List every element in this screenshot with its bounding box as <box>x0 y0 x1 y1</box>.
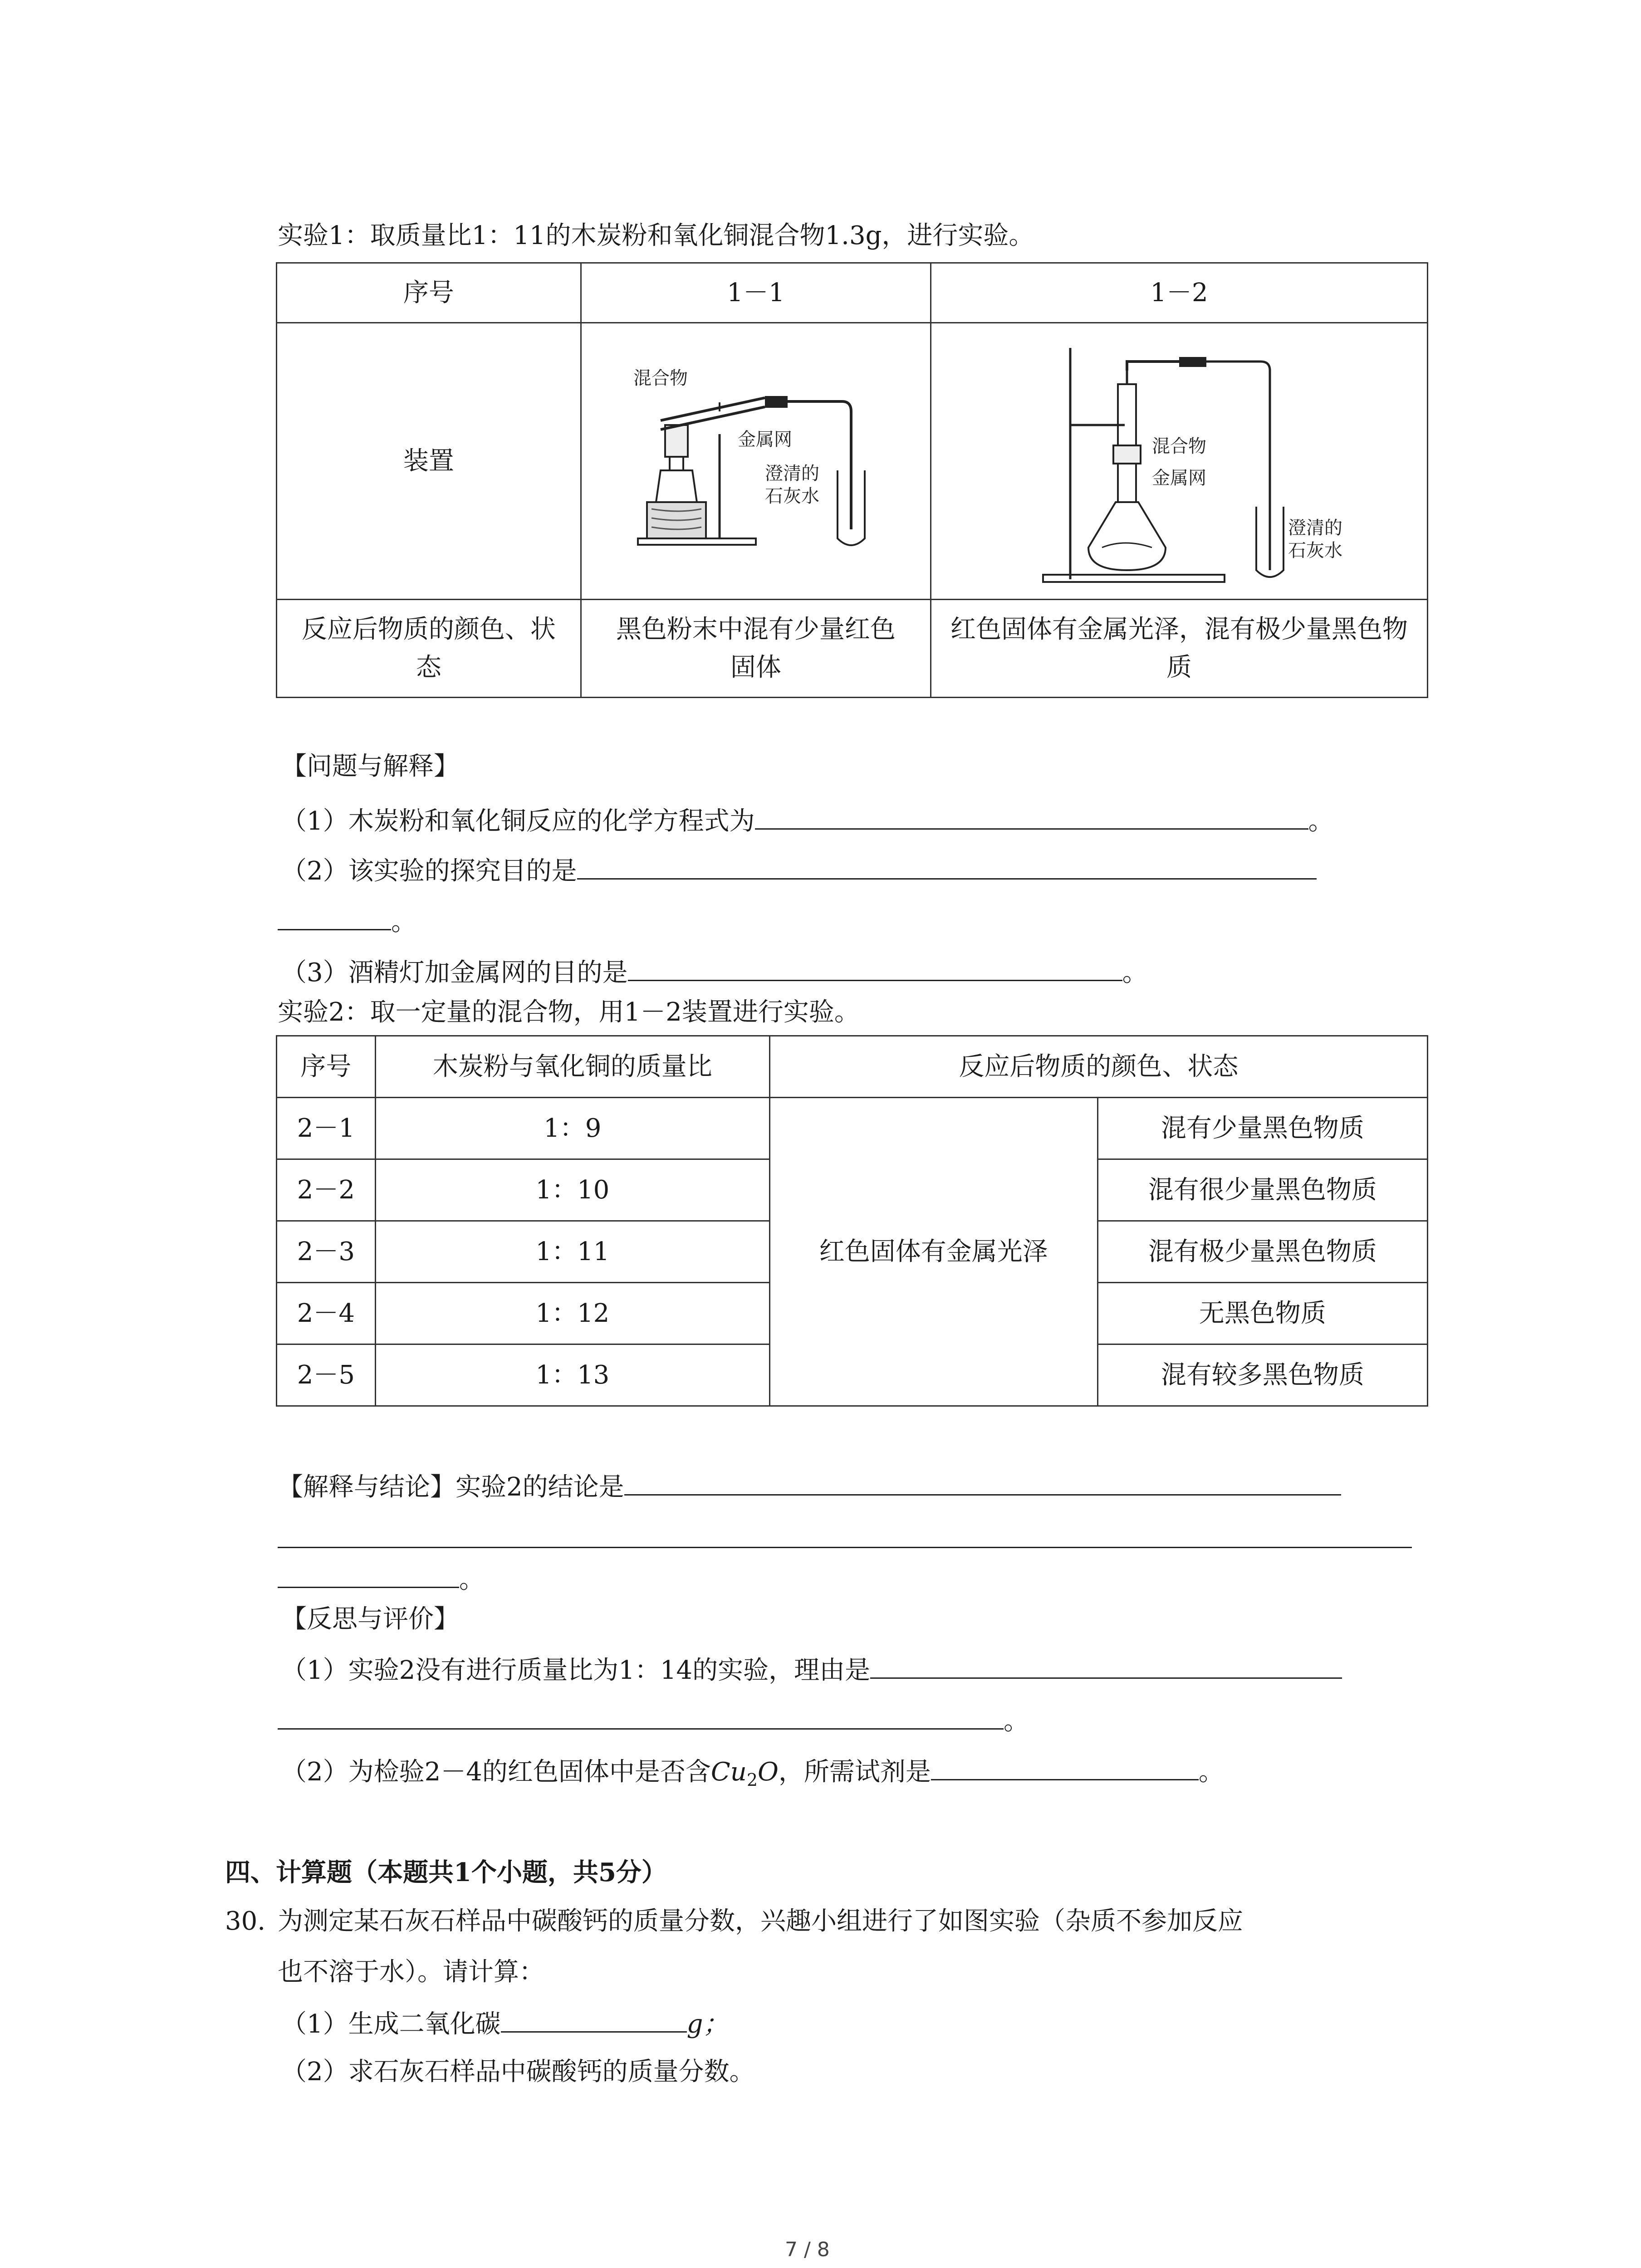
qa-header: 【问题与解释】 <box>281 752 459 781</box>
fig11-label-mixture: 混合物 <box>633 367 688 389</box>
fig12-label-mesh: 金属网 <box>1152 467 1207 489</box>
qa-q3-blank[interactable] <box>628 953 1122 981</box>
reflection-q1-blank[interactable] <box>870 1651 1342 1679</box>
fig12-label-limewater-2: 石灰水 <box>1288 540 1343 561</box>
exp2-result: 混有很少量黑色物质 <box>1097 1159 1427 1221</box>
exp1-intro: 实验1：取质量比1：11的木炭粉和氧化铜混合物1.3g，进行实验。 <box>278 221 1034 250</box>
exp1-header-1-2: 1－2 <box>931 263 1428 323</box>
exp1-row-device-label: 装置 <box>277 323 581 600</box>
apparatus-1-2-cell <box>931 323 1428 600</box>
exp2-seq: 2－2 <box>277 1159 376 1221</box>
exp2-ratio: 1：13 <box>375 1344 769 1406</box>
reflection-header: 【反思与评价】 <box>281 1604 459 1634</box>
q30-sub-1-blank[interactable] <box>501 2005 687 2033</box>
exp2-seq: 2－1 <box>277 1098 376 1159</box>
qa-q2-blank[interactable] <box>577 852 1317 880</box>
reflection-q1-blank-cont[interactable] <box>278 1702 1004 1730</box>
exp2-header-seq: 序号 <box>277 1036 376 1098</box>
fig11-label-mesh: 金属网 <box>737 429 792 450</box>
exp1-result-1-1: 黑色粉末中混有少量红色固体 <box>581 600 931 698</box>
conclusion-line: 【解释与结论】实验2的结论是 <box>278 1468 1341 1505</box>
exp2-seq: 2－3 <box>277 1221 376 1283</box>
reflection-q1: （1）实验2没有进行质量比为1：14的实验，理由是 <box>281 1651 1342 1689</box>
exp2-shared-result: 红色固体有金属光泽 <box>769 1098 1097 1406</box>
exp2-result: 混有较多黑色物质 <box>1097 1344 1427 1406</box>
reflection-q2-blank[interactable] <box>931 1753 1199 1780</box>
section4-title: 四、计算题（本题共1个小题，共5分） <box>225 1857 667 1887</box>
q30-sub-1: （1）生成二氧化碳 g； <box>281 2005 729 2043</box>
exp2-ratio: 1：11 <box>375 1221 769 1283</box>
fig12-label-limewater-1: 澄清的 <box>1288 517 1343 538</box>
qa-q3: （3）酒精灯加金属网的目的是 。 <box>281 953 1148 991</box>
exp1-table <box>276 262 1428 698</box>
exp2-table <box>276 1035 1428 1407</box>
exp2-ratio: 1：10 <box>375 1159 769 1221</box>
exp2-result: 混有少量黑色物质 <box>1097 1098 1427 1159</box>
exp2-header-result: 反应后物质的颜色、状态 <box>769 1036 1427 1098</box>
qa-q1: （1）木炭粉和氧化铜反应的化学方程式为 。 <box>281 802 1334 840</box>
qa-q2-cont: 。 <box>278 903 416 940</box>
apparatus-1-2-figure <box>1025 334 1343 588</box>
conclusion-blank-3[interactable] <box>278 1560 459 1588</box>
exp2-header-ratio: 木炭粉与氧化铜的质量比 <box>375 1036 769 1098</box>
qa-q2: （2）该实验的探究目的是 <box>281 852 1317 890</box>
q30-line-2: 也不溶于水）。请计算： <box>278 1957 544 1987</box>
exp2-ratio: 1：12 <box>375 1283 769 1344</box>
exp2-seq: 2－4 <box>277 1283 376 1344</box>
exp2-ratio: 1：9 <box>375 1098 769 1159</box>
q30-line-1: 为测定某石灰石样品中碳酸钙的质量分数，兴趣小组进行了如图实验（杂质不参加反应 <box>278 1906 1243 1936</box>
exp2-seq: 2－5 <box>277 1344 376 1406</box>
exp2-result: 无黑色物质 <box>1097 1283 1427 1344</box>
exp1-header-1-1: 1－1 <box>581 263 931 323</box>
qa-q2-blank-cont[interactable] <box>278 903 391 930</box>
fig11-label-limewater-1: 澄清的 <box>764 463 819 484</box>
fig11-label-limewater-2: 石灰水 <box>764 485 819 507</box>
exp1-row-color-label: 反应后物质的颜色、状态 <box>277 600 581 698</box>
qa-q1-blank[interactable] <box>755 802 1308 830</box>
apparatus-1-1-figure <box>629 366 883 557</box>
q30-sub-2: （2）求石灰石样品中碳酸钙的质量分数。 <box>281 2057 755 2087</box>
conclusion-cont: 。 <box>278 1560 485 1598</box>
reflection-q2: （2）为检验2－4的红色固体中是否含$Cu_2O$，所需试剂是 。 <box>281 1753 1224 1798</box>
conclusion-blank-2[interactable] <box>278 1547 1412 1548</box>
exp2-intro: 实验2：取一定量的混合物，用1－2装置进行实验。 <box>278 997 860 1027</box>
page-number: 7 / 8 <box>785 2238 830 2261</box>
conclusion-blank-1[interactable] <box>624 1468 1341 1496</box>
q30-number: 30. <box>225 1906 266 1936</box>
exp1-result-1-2: 红色固体有金属光泽，混有极少量黑色物质 <box>931 600 1428 698</box>
fig12-label-mixture: 混合物 <box>1152 435 1207 457</box>
exp2-result: 混有极少量黑色物质 <box>1097 1221 1427 1283</box>
exp1-header-seq: 序号 <box>277 263 581 323</box>
reflection-q1-cont: 。 <box>278 1702 1029 1740</box>
apparatus-1-1-cell <box>581 323 931 600</box>
